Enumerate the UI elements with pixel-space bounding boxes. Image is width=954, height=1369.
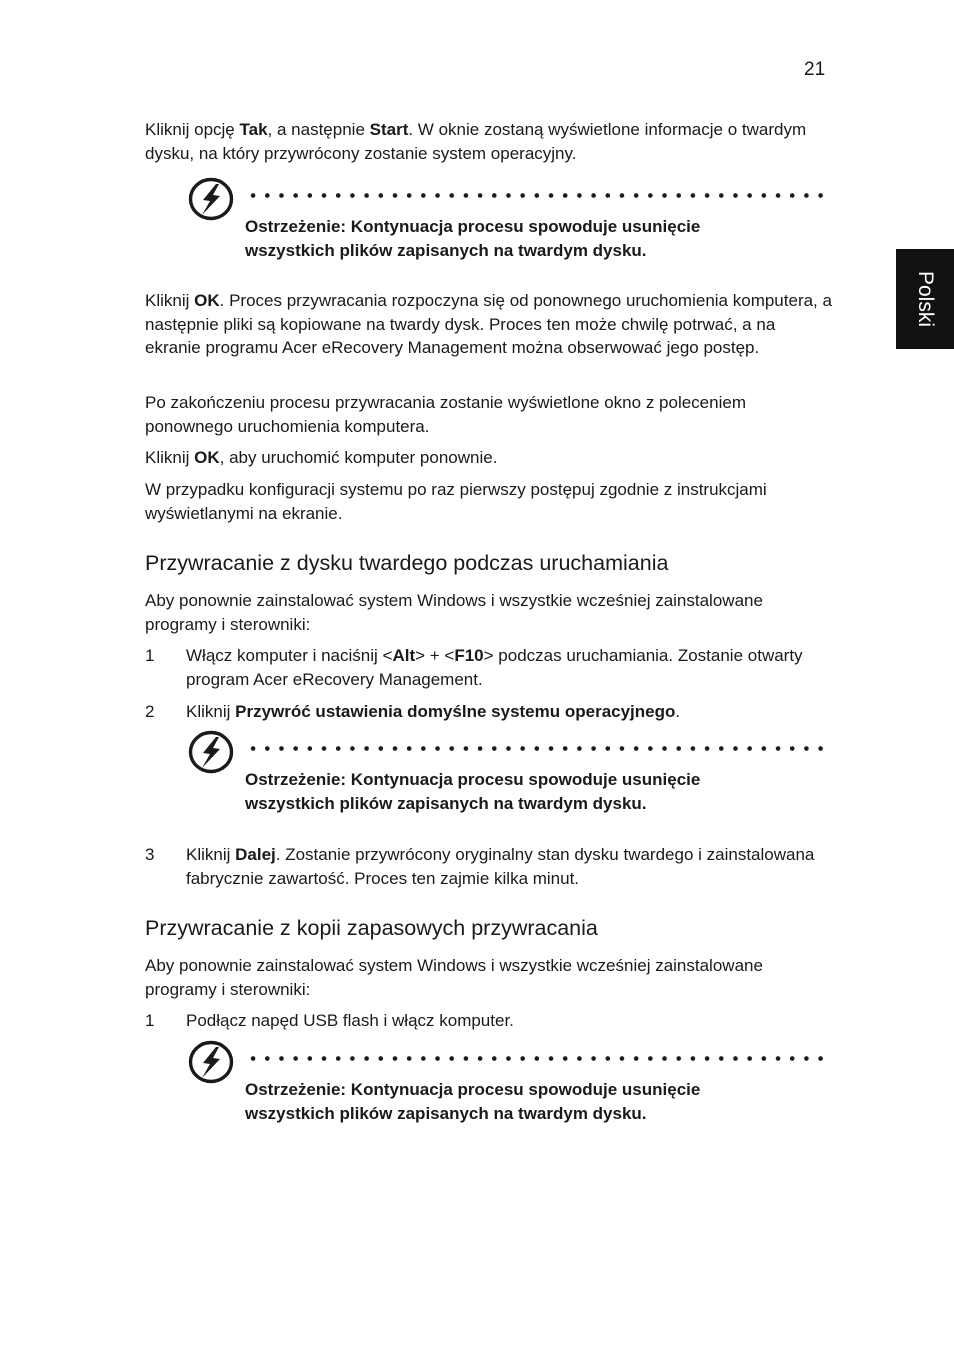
warning-text: Ostrzeżenie: Kontynuacja procesu spowoduje usunięcie wszystkich plików zapisanych na twardym dysku. bbox=[245, 1080, 701, 1123]
paragraph-select-disk: Kliknij opcję Tak, a następnie Start. W oknie zostaną wyświetlone informacje o twardym dysku, na który przywrócony zostanie system operacyjny. bbox=[145, 120, 807, 163]
warning-box bbox=[187, 1039, 832, 1129]
warning-lightning-icon bbox=[187, 729, 235, 775]
warning-box bbox=[187, 729, 832, 819]
paragraph-click-ok: Kliknij OK, aby uruchomić komputer ponownie. bbox=[145, 448, 498, 467]
warning-text: Ostrzeżenie: Kontynuacja procesu spowoduje usunięcie wszystkich plików zapisanych na twardym dysku. bbox=[245, 217, 701, 260]
section2-intro: Aby ponownie zainstalować system Windows i wszystkie wcześniej zainstalowane programy i sterowniki: bbox=[145, 956, 763, 999]
paragraph-restore-finished: Po zakończeniu procesu przywracania zostanie wyświetlone okno z poleceniem ponownego uruchomienia komputera. bbox=[145, 393, 746, 436]
warning-divider bbox=[246, 746, 832, 751]
language-tab-label: Polski bbox=[913, 270, 937, 328]
section-heading-hdd-restore: Przywracanie z dysku twardego podczas uruchamiania bbox=[145, 551, 669, 575]
warning-lightning-icon bbox=[187, 1039, 235, 1085]
page-number: 21 bbox=[804, 59, 826, 80]
paragraph-restore-start: Kliknij OK. Proces przywracania rozpoczyna się od ponownego uruchomienia komputera, a następnie pliki są kopiowane na twardy dysk. Proces ten może chwilę potrwać, a na ekranie programu Acer eRecovery Management można obserwować jego postęp. bbox=[145, 291, 832, 357]
warning-text: Ostrzeżenie: Kontynuacja procesu spowoduje usunięcie wszystkich plików zapisanych na twardym dysku. bbox=[245, 770, 701, 813]
warning-divider bbox=[246, 1056, 832, 1061]
warning-box bbox=[187, 176, 832, 266]
warning-lightning-icon bbox=[187, 176, 235, 222]
language-tab bbox=[896, 249, 954, 349]
paragraph-first-setup: W przypadku konfiguracji systemu po raz pierwszy postępuj zgodnie z instrukcjami wyświetlanymi na ekranie. bbox=[145, 480, 767, 523]
section1-intro: Aby ponownie zainstalować system Windows i wszystkie wcześniej zainstalowane programy i sterowniki: bbox=[145, 591, 763, 634]
warning-divider bbox=[246, 193, 832, 198]
section-heading-backup-restore: Przywracanie z kopii zapasowych przywracania bbox=[145, 916, 598, 940]
